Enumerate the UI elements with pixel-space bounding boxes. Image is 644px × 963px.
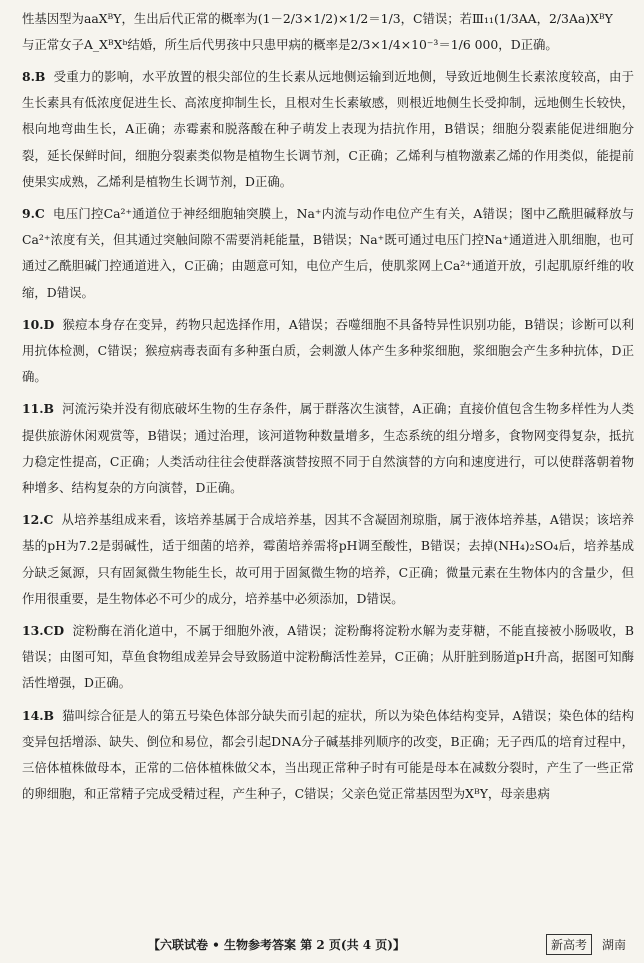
question-number: 11.B: [22, 401, 55, 417]
region-label: 湖南: [602, 938, 627, 952]
question-10: [22, 312, 634, 391]
intro-line-1: 性基因型为aaXᴮY，生出后代正常的概率为(1－2/3×1/2)×1/2＝1/3，C错误；若Ⅲ₁₁(1/3AA，2/3Aa)XᴮY: [22, 11, 613, 26]
question-text: 淀粉酶在消化道中，不属于细胞外液，A错误；淀粉酶将淀粉水解为麦芽糖，不能直接被小肠吸收，B错误；由图可知，草鱼食物组成差异会导致肠道中淀粉酶活性差异，C正确；从肝脏到肠道pH升高，据图可知酶活性增强，D正确。: [22, 623, 634, 691]
question-text: 受重力的影响，水平放置的根尖部位的生长素从远地侧运输到近地侧，导致近地侧生长素浓度较高，由于生长素具有低浓度促进生长、高浓度抑制生长，且根对生长素敏感，则根近地侧生长受抑制，远地侧生长较快，根向地弯曲生长，A正确；赤霉素和脱落酸在种子萌发上表现为拮抗作用，B错误；细胞分裂素能促进细胞分裂，延长保鲜时间，细胞分裂素类似物是植物生长调节剂，C正确；乙烯利与植物激素乙烯的作用类似，能提前使果实成熟，乙烯利是植物生长调节剂，D正确。: [22, 69, 634, 189]
question-text: 猫叫综合征是人的第五号染色体部分缺失而引起的症状，所以为染色体结构变异，A错误；染色体的结构变异包括增添、缺失、倒位和易位，都会引起DNA分子碱基排列顺序的改变，B正确；无子西瓜的培育过程中，三倍体植株做母本，正常的二倍体植株做父本，当出现正常种子时有可能是母本在减数分裂时，产生了一些正常的卵细胞，和正常精子完成受精过程，产生种子，C错误；父亲色觉正常基因型为XᴮY，母亲患病: [22, 707, 634, 802]
question-11: [22, 396, 634, 501]
question-12: [22, 507, 634, 612]
question-number: 10.D: [22, 316, 55, 332]
question-number: 12.C: [22, 512, 54, 528]
question-text: 河流污染并没有彻底破坏生物的生存条件，属于群落次生演替，A正确；直接价值包含生物多样性为人类提供旅游休闲观赏等，B错误；通过治理，该河道物种数量增多，生态系统的组分增多，食物网变得复杂，抵抗力稳定性提高，C正确；人类活动往往会使群落演替按照不同于自然演替的方向和速度进行，可以使群落朝着物种增多、结构复杂的方向演替，D正确。: [22, 401, 634, 496]
question-14: [22, 703, 634, 808]
question-9: [22, 201, 634, 306]
page-footer: [0, 934, 644, 956]
question-text: 电压门控Ca²⁺通道位于神经细胞轴突膜上，Na⁺内流与动作电位产生有关，A错误；图中乙酰胆碱释放与Ca²⁺浓度有关，但其通过突触间隙不需要消耗能量，B错误；Na⁺既可通过电压门控Na⁺通道进入肌细胞，也可通过乙酰胆碱门控通道进入，C正确；由题意可知，电位产生后，使肌浆网上Ca²⁺通道开放，引起肌原纤维的收缩，D错误。: [22, 206, 634, 300]
intro-line-2: 与正常女子A_XᴮXᵇ结婚，所生后代男孩中只患甲病的概率是2/3×1/4×10⁻³＝1/6 000，D正确。: [22, 37, 558, 52]
question-number: 8.B: [22, 69, 46, 84]
question-number: 13.CD: [22, 623, 65, 639]
exam-type-badge: 新高考: [546, 934, 592, 955]
footer-title: 【六联试卷 • 生物参考答案 第 2 页(共 4 页)】: [148, 938, 405, 952]
question-8: [22, 64, 634, 195]
question-text: 从培养基组成来看，该培养基属于合成培养基，因其不含凝固剂琼脂，属于液体培养基，A错误；该培养基的pH为7.2是弱碱性，适于细菌的培养，霉菌培养需将pH调至酸性，B错误；去掉(NH₄)₂SO₄后，培养基成分缺乏氮源，只有固氮微生物能生长，故可用于固氮微生物的培养，C正确；微量元素在生物体内的含量少，但作用很重要，是生物体必不可少的成分，培养基中必须添加，D错误。: [22, 512, 634, 606]
question-text: 猴痘本身存在变异，药物只起选择作用，A错误；吞噬细胞不具备特异性识别功能，B错误；诊断可以利用抗体检测，C错误；猴痘病毒表面有多种蛋白质，会刺激人体产生多种浆细胞，浆细胞会产生多种抗体，D正确。: [22, 316, 634, 385]
question-number: 9.C: [22, 206, 45, 222]
question-13: [22, 618, 634, 697]
question-number: 14.B: [22, 707, 55, 723]
answer-page: [22, 6, 634, 807]
